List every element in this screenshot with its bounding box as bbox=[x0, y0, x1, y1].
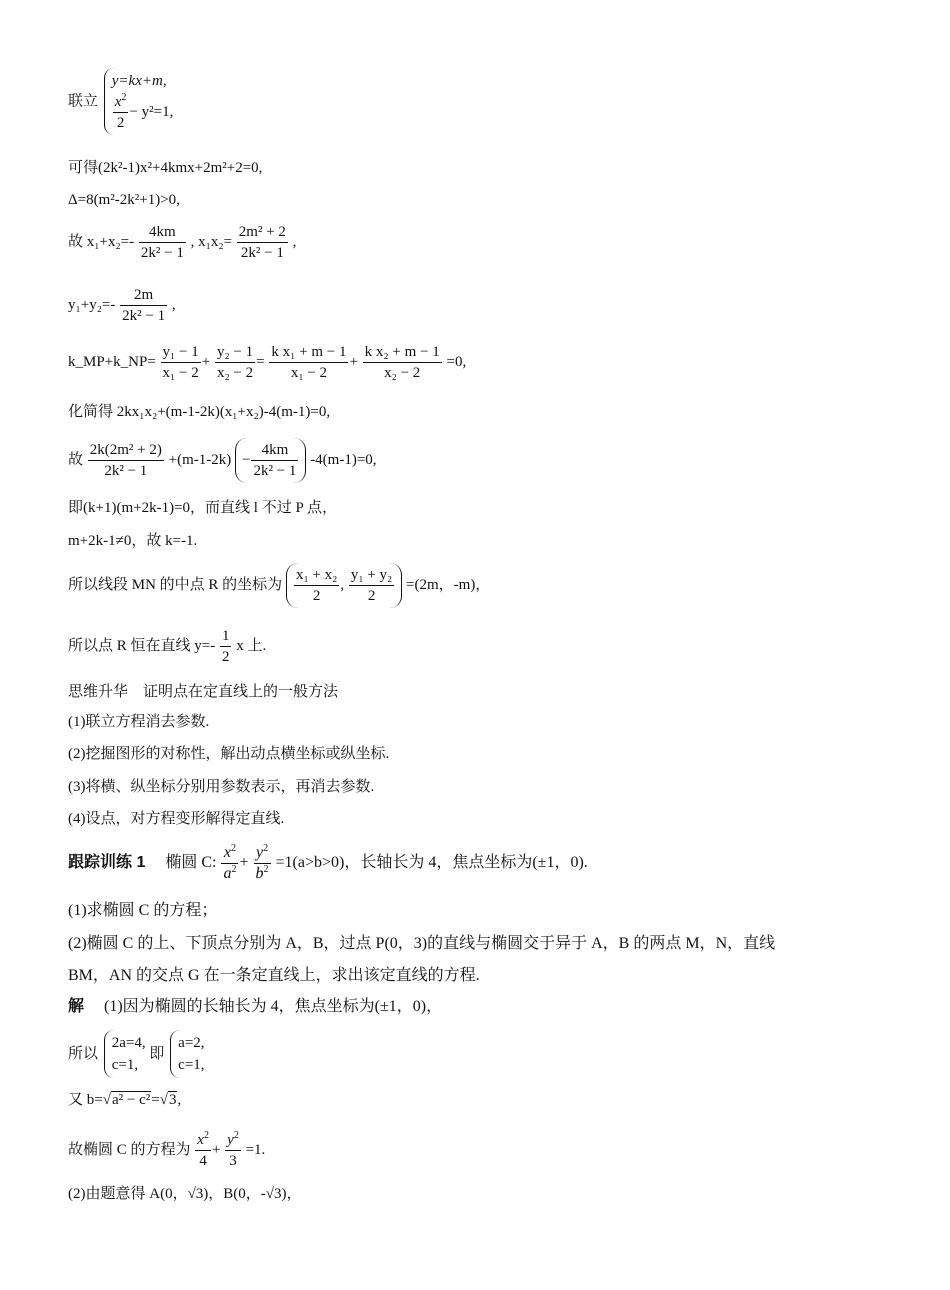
text-gu: 故 bbox=[68, 451, 84, 468]
end-term: -4(m-1)=0, bbox=[310, 451, 377, 468]
question-1: (1)求椭圆 C 的方程； bbox=[68, 902, 218, 919]
text-gu: 故 bbox=[68, 233, 84, 250]
fraction-x2-over-2: $\frac{x^2}{2}$ bbox=[114, 92, 127, 131]
line-discriminant: Δ=8(m²-2k²+1)>0, bbox=[68, 192, 180, 208]
sum-x: x₁+x₂=- bbox=[86, 233, 135, 250]
line-fixed-line bbox=[68, 626, 266, 667]
fraction-product-x: $\frac{\text{2m² + 2}}{\text{2k² − 1}}$ bbox=[238, 224, 286, 261]
question-2-cont: BM，AN 的交点 G 在一条定直线上，求出该定直线的方程. bbox=[68, 967, 480, 984]
line-ellipse-equation: 故椭圆 C 的方程为 $\frac{x^2}{4}$ + $\frac{y^2}{3}$ =1. bbox=[68, 1130, 266, 1169]
mid-term: +(m-1-2k) bbox=[168, 451, 232, 468]
fixed-line-end: x 上. bbox=[236, 637, 267, 654]
radicand-1: a² − c² bbox=[111, 1092, 151, 1108]
line-system-a-c bbox=[68, 1030, 205, 1078]
parenthesis-group: − $\frac{4km}{\text{2k² − 1}}$ bbox=[235, 438, 306, 483]
ellipse-condition: =1(a>b>0)，长轴长为 4，焦点坐标为(±1，0). bbox=[275, 854, 588, 872]
line-b-value: 又 b=√a² − c²=√3, bbox=[68, 1092, 182, 1108]
solution-line bbox=[68, 997, 442, 1017]
radicand-2: 3 bbox=[168, 1092, 177, 1108]
summary-item-3: (3)将横、纵坐标分别用参数表示，再消去参数. bbox=[68, 779, 375, 795]
ellipse-text: 椭圆 C: bbox=[149, 854, 217, 872]
b-text: 又 b= bbox=[68, 1092, 103, 1108]
midpoint-value: =(2m，-m)， bbox=[406, 576, 491, 593]
eq-line: y=kx+m, bbox=[111, 73, 167, 89]
summary-heading: 思维升华 证明点在定直线上的一般方法 bbox=[68, 684, 339, 700]
fraction-x2-4: $\frac{x^2}{4}$ bbox=[197, 1130, 209, 1169]
coordinate-group: $\frac{\text{x₁ + x₂}}{2}$ , $\frac{\text{y₁ + y₂}}{2}$ bbox=[286, 563, 402, 608]
fraction-sum-y: $\frac{2m}{\text{2k² − 1}}$ bbox=[122, 287, 166, 324]
system-2: a=2, c=1, bbox=[170, 1030, 204, 1078]
comma: , bbox=[171, 296, 176, 313]
slope-sum: k_MP+k_NP= bbox=[68, 353, 156, 370]
solution-label: 解 bbox=[68, 998, 85, 1015]
summary-item-1: (1)联立方程消去参数. bbox=[68, 714, 210, 730]
line-slope-sum: k_MP+k_NP= $\frac{\text{y₁ − 1}}{\text{x₁ − 2}}$ + $\frac{\text{y₂ − 1}}{\text{x₂ − 2}}$ = $\frac{\text{k x₁ + m − 1}}{\text{x₁ − 2}}$ + $\frac{\text{k x₂ + m − 1}}{\text{x₂ − 2}}$ =0, bbox=[68, 344, 467, 381]
line-sum-y bbox=[68, 285, 176, 326]
line-vieta bbox=[68, 222, 296, 263]
comma: , bbox=[292, 233, 297, 250]
equals: = bbox=[151, 1092, 160, 1108]
line-expanded-equation: 可得(2k²-1)x²+4kmx+2m²+2=0, bbox=[68, 160, 263, 176]
fraction-3: $\frac{\text{k x₁ + m − 1}}{\text{x₁ − 2}}$ bbox=[271, 344, 347, 381]
fraction-sum-x: $\frac{4km}{\text{2k² − 1}}$ bbox=[140, 224, 184, 261]
summary-item-2: (2)挖掘图形的对称性，解出动点横坐标或纵坐标. bbox=[68, 746, 390, 762]
text-suoyi: 所以 bbox=[68, 1046, 99, 1062]
product-x: , x₁x₂= bbox=[190, 233, 233, 250]
summary-item-4: (4)设点，对方程变形解得定直线. bbox=[68, 811, 285, 827]
line-substitute bbox=[68, 438, 377, 483]
fraction-mid-x: $\frac{\text{x₁ + x₂}}{2}$ bbox=[295, 567, 338, 604]
question-2: (2)椭圆 C 的上、下顶点分别为 A，B，过点 P(0，3)的直线与椭圆交于异于 A，B 的两点 M，N，直线 bbox=[68, 935, 776, 952]
line-midpoint bbox=[68, 563, 490, 608]
fraction-4: $\frac{\text{k x₂ + m − 1}}{\text{x₂ − 2}}$ bbox=[364, 344, 440, 381]
ellipse-eq-text: 故椭圆 C 的方程为 bbox=[68, 1141, 191, 1158]
fraction-x2-a2: $\frac{x^2}{a^2}$ bbox=[223, 843, 237, 882]
exercise-title-line: 跟踪训练 1 椭圆 C: $\frac{x^2}{a^2}$ + $\frac{y^2}{b^2}$ =1(a>b>0)，长轴长为 4，焦点坐标为(±1，0). bbox=[68, 843, 588, 882]
comma: , bbox=[177, 1092, 182, 1108]
fixed-line-text: 所以点 R 恒在直线 y=- bbox=[68, 637, 216, 654]
system-of-equations-line bbox=[68, 68, 173, 135]
line-simplify: 化简得 2kx₁x₂+(m-1-2k)(x₁+x₂)-4(m-1)=0, bbox=[68, 404, 331, 420]
fraction-b: $\frac{4km}{\text{2k² − 1}}$ bbox=[253, 442, 297, 479]
system-1: 2a=4, c=1, bbox=[104, 1030, 146, 1078]
text-ji: 即 bbox=[149, 1046, 165, 1062]
fraction-y2-3: $\frac{y^2}{3}$ bbox=[227, 1130, 239, 1169]
fraction-2: $\frac{\text{y₂ − 1}}{\text{x₂ − 2}}$ bbox=[216, 344, 254, 381]
sum-y: y₁+y₂=- bbox=[68, 296, 116, 313]
exercise-label: 跟踪训练 1 bbox=[68, 854, 146, 872]
text-lianli: 联立 bbox=[68, 93, 99, 110]
fraction-mid-y: $\frac{\text{y₁ + y₂}}{2}$ bbox=[350, 567, 393, 604]
line-k-value: m+2k-1≠0，故 k=-1. bbox=[68, 533, 198, 549]
line-vertices: (2)由题意得 A(0，√3)，B(0，-√3)， bbox=[68, 1186, 302, 1202]
midpoint-text: 所以线段 MN 的中点 R 的坐标为 bbox=[68, 576, 283, 593]
line-factor: 即(k+1)(m+2k-1)=0，而直线 l 不过 P 点， bbox=[68, 500, 337, 516]
fraction-half: $\frac{1}{2}$ bbox=[221, 628, 230, 665]
solution-text: (1)因为椭圆的长轴长为 4，焦点坐标为(±1，0)， bbox=[88, 998, 443, 1015]
fraction-a: $\frac{\text{2k(2m² + 2)}}{\text{2k² − 1}}$ bbox=[89, 442, 162, 479]
fraction-1: $\frac{\text{y₁ − 1}}{\text{x₁ − 2}}$ bbox=[162, 344, 199, 381]
fraction-y2-b2: $\frac{y^2}{b^2}$ bbox=[255, 843, 269, 882]
eq-tail: − y²=1, bbox=[129, 103, 174, 120]
eq-zero: =0, bbox=[446, 353, 467, 370]
equation-system bbox=[104, 68, 174, 135]
eq-one: =1. bbox=[245, 1141, 266, 1158]
